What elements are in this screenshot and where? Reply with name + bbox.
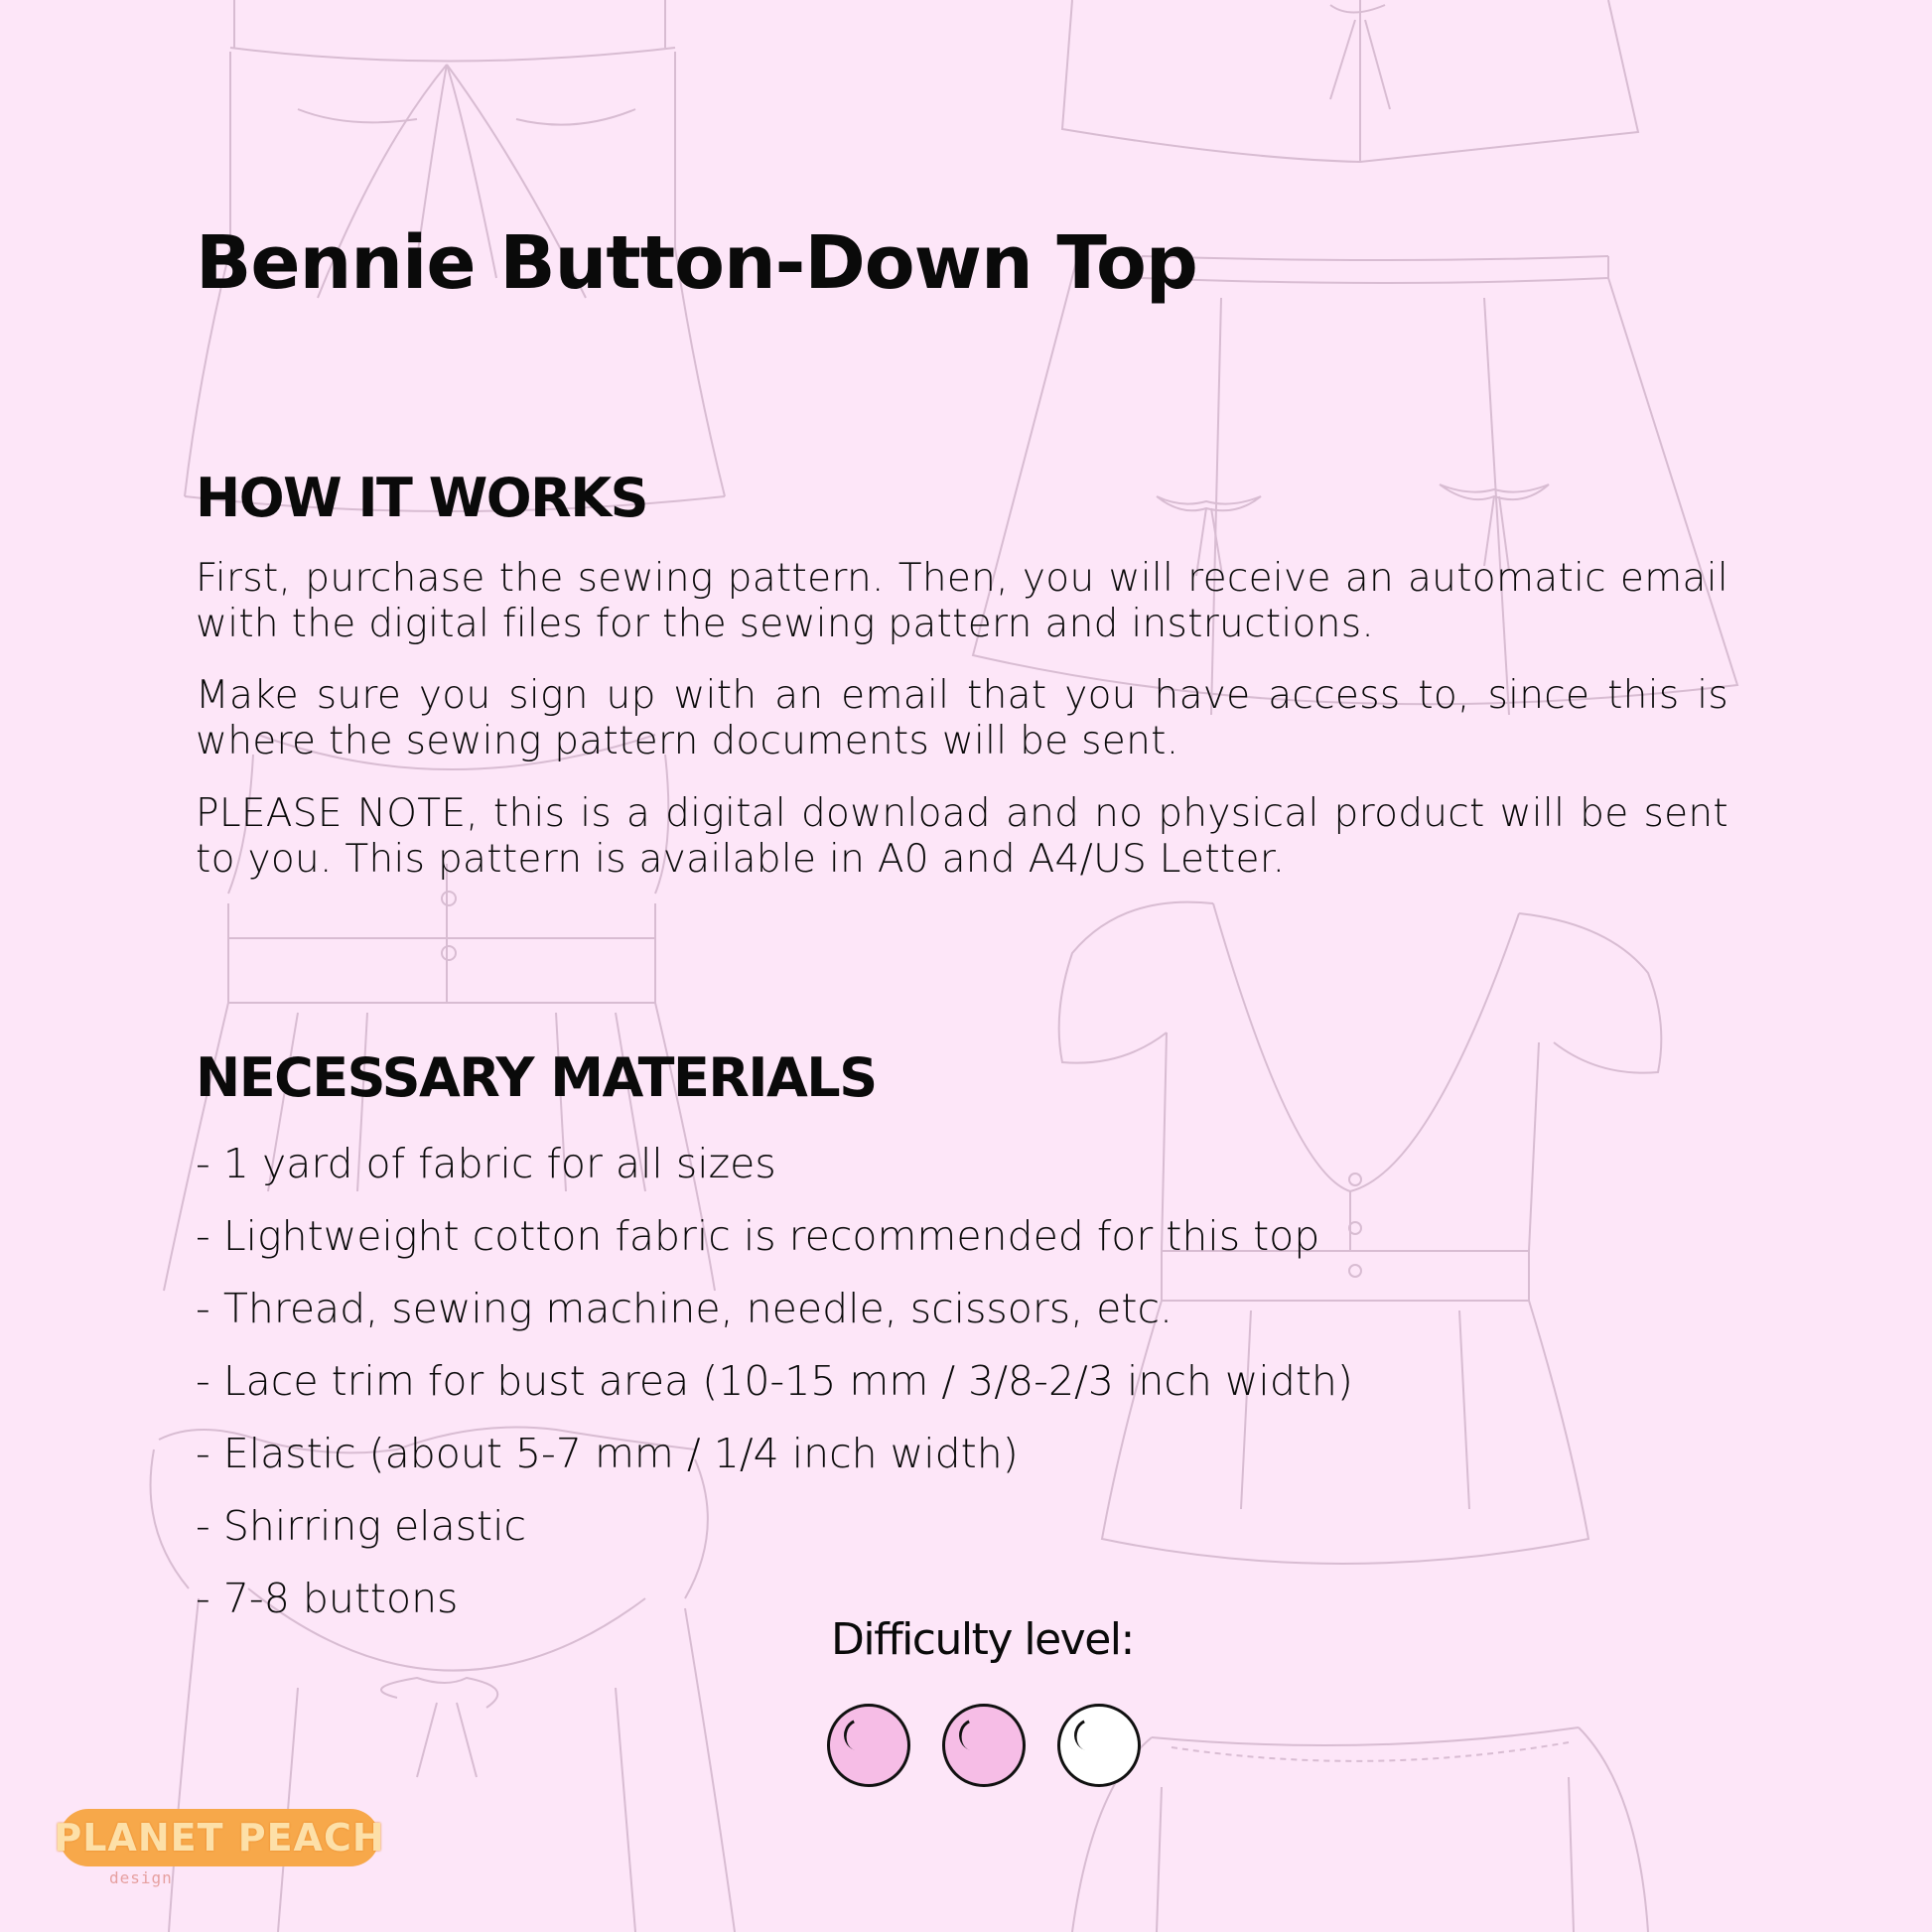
difficulty-dot-filled — [942, 1704, 1026, 1787]
difficulty-rating — [827, 1704, 1141, 1787]
list-item: - Thread, sewing machine, needle, scissors, etc. — [196, 1285, 1173, 1332]
planet-peach-logo — [54, 1809, 385, 1866]
materials-list — [196, 1128, 1353, 1635]
difficulty-label: Difficulty level: — [831, 1614, 1134, 1665]
dot-shine-icon — [839, 1714, 881, 1755]
how-it-works-paragraph: Make sure you sign up with an email that you have access to, since this is where the sewing pattern documents will be sent. — [196, 673, 1728, 763]
list-item: - 7-8 buttons — [196, 1575, 459, 1622]
how-it-works-paragraph: First, purchase the sewing pattern. Then, you will receive an automatic email with the digital files for the sewing pattern and instructions. — [196, 556, 1728, 646]
logo-text: PLANET PEACH — [54, 1816, 385, 1860]
logo-subtext: design — [109, 1868, 173, 1887]
dot-shine-icon — [954, 1714, 996, 1755]
how-it-works-heading: HOW IT WORKS — [196, 467, 647, 529]
how-it-works-paragraph: PLEASE NOTE, this is a digital download and no physical product will be sent to you. This pattern is available in A0 and A4/US Letter. — [196, 791, 1728, 882]
list-item: - Elastic (about 5-7 mm / 1/4 inch width) — [196, 1430, 1019, 1477]
list-item: - Lightweight cotton fabric is recommended for this top — [196, 1212, 1320, 1260]
page-title: Bennie Button-Down Top — [196, 220, 1197, 306]
difficulty-dot-empty — [1057, 1704, 1141, 1787]
list-item: - Lace trim for bust area (10-15 mm / 3/8-2/3 inch width) — [196, 1357, 1353, 1405]
list-item: - 1 yard of fabric for all sizes — [196, 1140, 776, 1187]
difficulty-dot-filled — [827, 1704, 910, 1787]
materials-heading: NECESSARY MATERIALS — [196, 1046, 877, 1109]
dot-shine-icon — [1069, 1714, 1111, 1755]
list-item: - Shirring elastic — [196, 1502, 527, 1550]
